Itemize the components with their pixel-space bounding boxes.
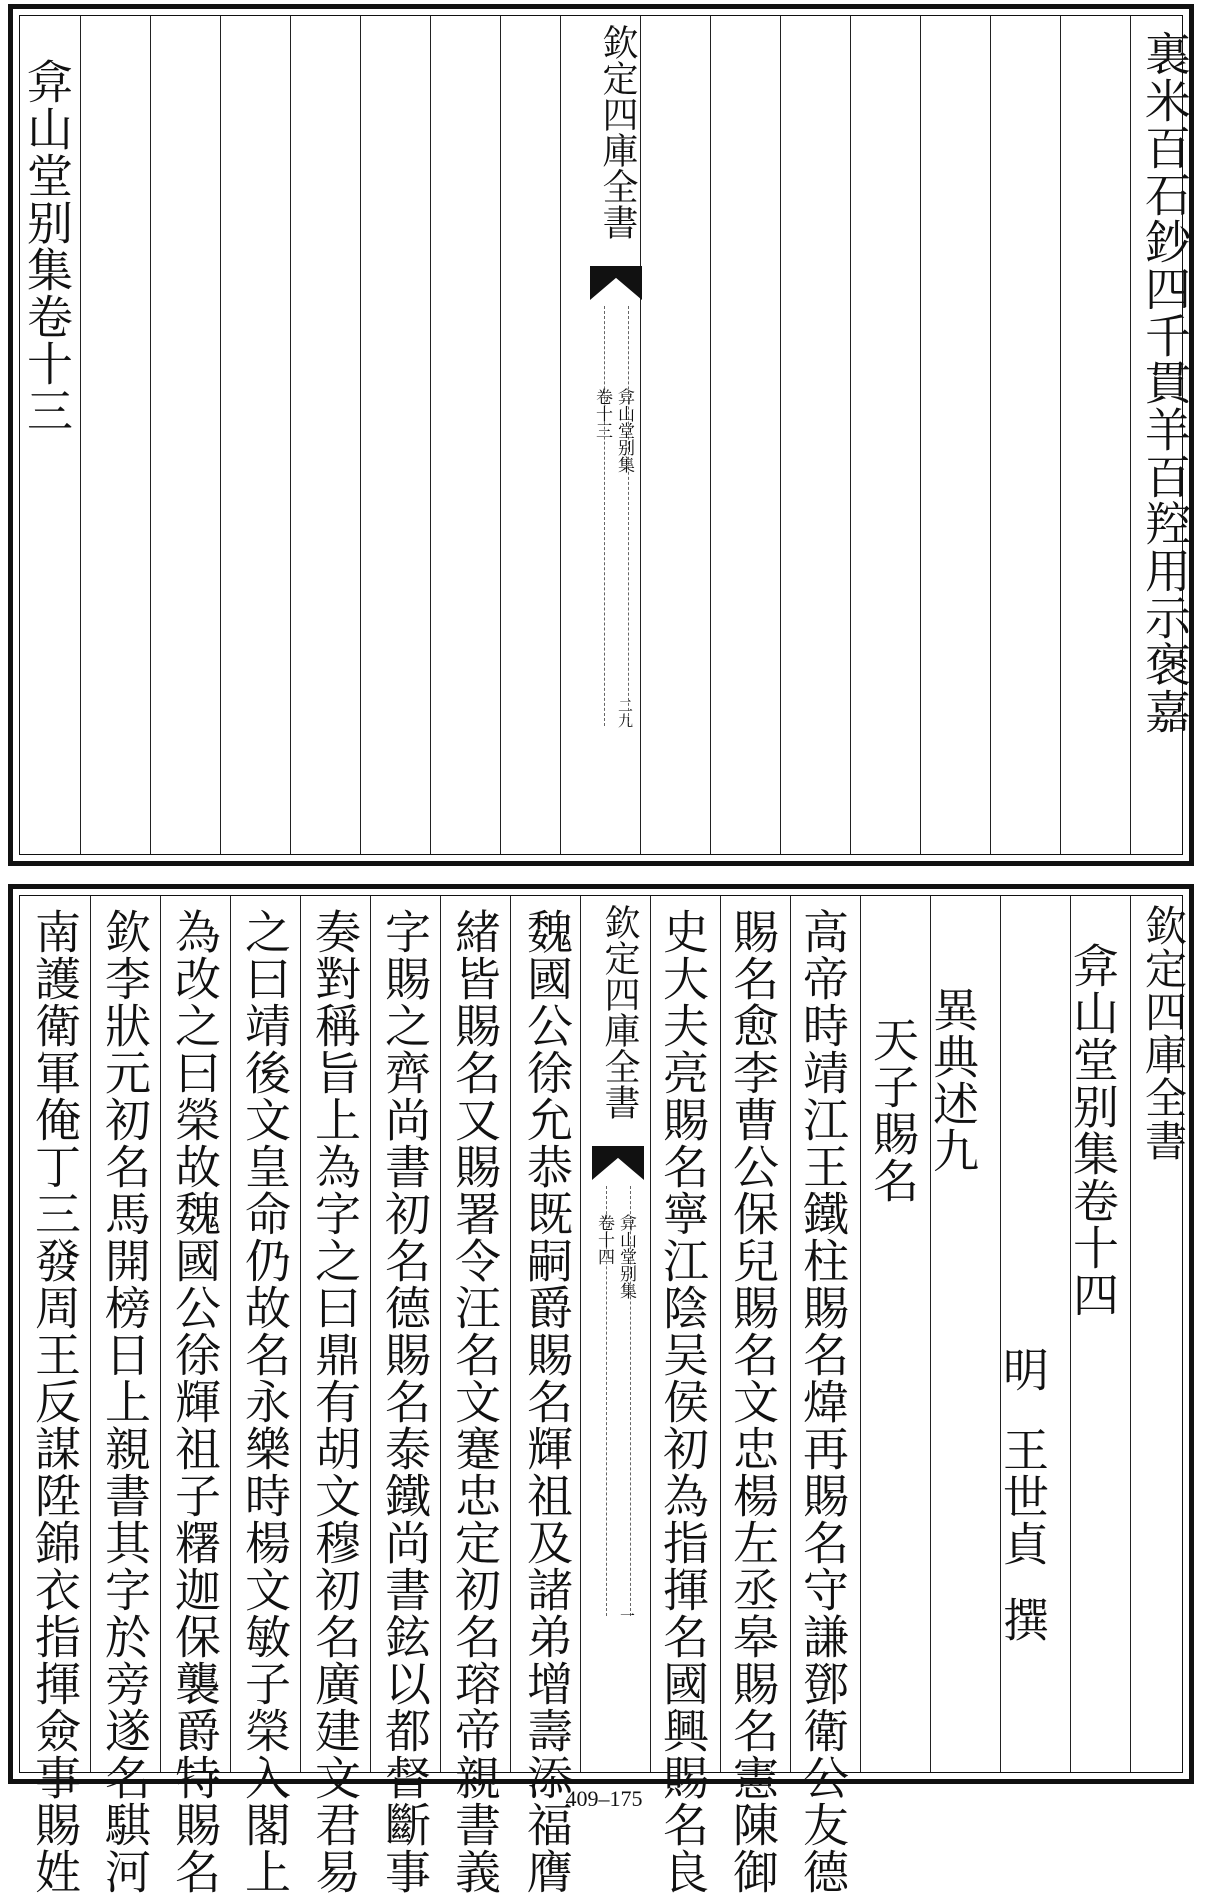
column-rule bbox=[300, 896, 301, 1772]
column-rule bbox=[710, 16, 711, 854]
column-rule bbox=[560, 16, 561, 854]
column-rule bbox=[850, 16, 851, 854]
band-title: 欽定四庫全書 bbox=[599, 904, 640, 1120]
text-column bbox=[162, 896, 228, 1895]
column-rule bbox=[150, 16, 151, 854]
band-page-number: 二九 bbox=[616, 698, 634, 728]
body-column: 南護衛軍俺丁三發周王反謀陞錦衣指揮僉事賜姓 bbox=[28, 908, 82, 1895]
body-column: 之曰靖後文皇命仍故名永樂時楊文敏子榮入閣上 bbox=[238, 908, 292, 1895]
author-role: 撰 bbox=[996, 1596, 1050, 1643]
column-rule bbox=[440, 896, 441, 1772]
text-column bbox=[22, 896, 88, 1895]
band-volume: 卷十三 bbox=[592, 388, 612, 439]
volume-title: 弇山堂别集卷十四 bbox=[1066, 942, 1120, 1318]
band-page-number: 一 bbox=[618, 1608, 636, 1623]
text-column bbox=[372, 896, 438, 1895]
text-column bbox=[1130, 896, 1196, 1772]
column-rule bbox=[160, 896, 161, 1772]
author-dynasty: 明 bbox=[996, 1346, 1050, 1393]
band-book-title: 弇山堂别集 bbox=[614, 388, 634, 473]
column-rule bbox=[920, 16, 921, 854]
author-name: 王世貞 bbox=[996, 1426, 1050, 1567]
band-dashed-line bbox=[628, 306, 629, 726]
body-column: 欽李狀元初名馬開榜日上親書其字於旁遂名騏河 bbox=[98, 908, 152, 1895]
column-rule bbox=[290, 16, 291, 854]
center-fold-band bbox=[590, 16, 642, 854]
top-page-frame bbox=[8, 4, 1194, 866]
column-rule bbox=[90, 896, 91, 1772]
body-column: 魏國公徐允恭既嗣爵賜名輝祖及諸弟增壽添福膺 bbox=[520, 908, 574, 1895]
text-column bbox=[860, 896, 926, 1772]
volume-end-title: 弇山堂别集卷十三 bbox=[20, 58, 74, 434]
column-rule bbox=[990, 16, 991, 854]
section-title: 異典述九 bbox=[926, 986, 980, 1174]
center-fold-band bbox=[592, 896, 644, 1772]
body-column: 史大夫亮賜名寧江陰吴侯初為指揮名國興賜名良 bbox=[656, 908, 710, 1895]
text-column bbox=[920, 896, 986, 1772]
column-rule bbox=[230, 896, 231, 1772]
collection-header: 欽定四庫全書 bbox=[1139, 904, 1188, 1162]
body-column: 緒皆賜名又賜署令汪名文蹇忠定初名瑢帝親書義 bbox=[448, 908, 502, 1895]
column-rule bbox=[780, 16, 781, 854]
text-column bbox=[442, 896, 508, 1895]
column-rule bbox=[430, 16, 431, 854]
band-dashed-line bbox=[604, 306, 605, 726]
column-rule bbox=[580, 896, 581, 1772]
top-page-inner-border bbox=[19, 15, 1192, 855]
text-column bbox=[720, 896, 786, 1895]
body-column: 奏對稱旨上為字之曰鼎有胡文穆初名廣建文君易 bbox=[308, 908, 362, 1895]
body-column: 字賜之齊尚書初名德賜名泰鐵尚書鉉以都督斷事 bbox=[378, 908, 432, 1895]
column-rule bbox=[370, 896, 371, 1772]
text-column bbox=[990, 896, 1056, 1772]
column-text: 裏米百石鈔四千貫羊百羫用示褒嘉 bbox=[1138, 30, 1192, 735]
column-rule bbox=[1060, 16, 1061, 854]
text-column bbox=[92, 896, 158, 1895]
text-column bbox=[232, 896, 298, 1895]
fish-tail-mark bbox=[590, 266, 642, 300]
body-column: 高帝時靖江王鐵柱賜名煒再賜名守謙鄧衛公友德 bbox=[796, 908, 850, 1895]
subsection-title: 天子賜名 bbox=[866, 1016, 920, 1204]
text-column bbox=[650, 896, 716, 1895]
column-rule bbox=[360, 16, 361, 854]
text-column bbox=[1132, 16, 1198, 854]
text-column bbox=[302, 896, 368, 1895]
page-number: 409–175 bbox=[565, 1786, 643, 1811]
text-column bbox=[790, 896, 856, 1895]
column-rule bbox=[1130, 16, 1131, 854]
text-column bbox=[514, 896, 580, 1895]
fish-tail-mark bbox=[592, 1146, 644, 1180]
column-rule bbox=[500, 16, 501, 854]
text-column bbox=[20, 16, 80, 854]
column-rule bbox=[80, 16, 81, 854]
band-volume: 卷十四 bbox=[594, 1214, 614, 1265]
column-rule bbox=[510, 896, 511, 1772]
text-column bbox=[1060, 896, 1126, 1772]
band-book-title: 弇山堂别集 bbox=[616, 1214, 636, 1299]
body-column: 賜名愈李曹公保兒賜名文忠楊左丞皋賜名憲陳御 bbox=[726, 908, 780, 1895]
band-title: 欽定四庫全書 bbox=[597, 24, 638, 240]
column-rule bbox=[220, 16, 221, 854]
body-column: 為改之曰榮故魏國公徐輝祖子糬迦保襲爵特賜名 bbox=[168, 908, 222, 1895]
